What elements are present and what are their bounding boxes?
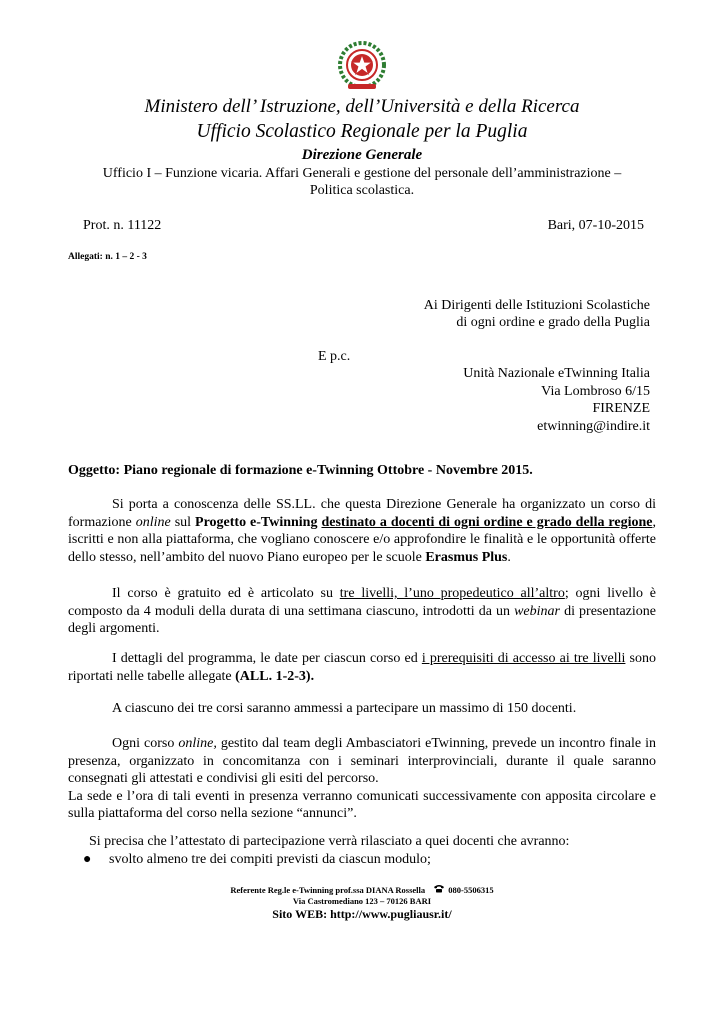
cc-line: Via Lombroso 6/15 bbox=[541, 383, 650, 399]
cc-line: Unità Nazionale eTwinning Italia bbox=[463, 366, 650, 381]
italian-republic-emblem-icon bbox=[336, 40, 388, 92]
ministry-title: Ministero dell’ Istruzione, dell’Università e della Ricerca bbox=[144, 96, 580, 117]
cc-email-link[interactable]: etwinning@indire.it bbox=[537, 418, 650, 434]
paragraph-1: Si porta a conoscenza delle SS.LL. che questa Direzione Generale ha organizzato un corso di formazione online sul Progetto e-Twinning destinato a docenti di ogni ordine e grado della regione, iscritti e non alla piattaforma, che vogliano conoscere e/o approfondire le finalità e le opportunità offerte dello stesso, nell’ambito del nuovo Piano europeo per le scuole Erasmus Plus. bbox=[68, 497, 657, 565]
department-line: Ufficio I – Funzione vicaria. Affari Generali e gestione del personale dell’amministrazione – Politica scolastica. bbox=[102, 166, 622, 198]
cc-recipients-block bbox=[463, 365, 650, 435]
recipient-line: di ogni ordine e grado della Puglia bbox=[456, 315, 650, 330]
paragraph-2: Il corso è gratuito ed è articolato su tre livelli, l’uno propedeutico all’altro; ogni livello è composto da 4 moduli della durata di una settimana ciascuno, introdotti da un webinar di presentazione degli argomenti. bbox=[68, 586, 657, 636]
footer-website-link[interactable]: Sito WEB: http://www.pugliausr.it/ bbox=[272, 907, 452, 921]
recipients-block bbox=[424, 297, 650, 331]
bullet-icon: ● bbox=[83, 852, 92, 867]
cc-line: FIRENZE bbox=[592, 401, 650, 416]
attachments-label: Allegati: n. 1 – 2 - 3 bbox=[68, 252, 147, 262]
epc-label: E p.c. bbox=[318, 349, 351, 364]
paragraph-3: I dettagli del programma, le date per ciascun corso ed i prerequisiti di accesso ai tre livelli sono riportati nelle tabelle allegate (ALL. 1-2-3). bbox=[68, 651, 656, 684]
telephone-icon bbox=[433, 884, 445, 893]
footer-address: Via Castromediano 123 – 70126 BARI bbox=[292, 896, 432, 906]
paragraph-6: Si precisa che l’attestato di partecipazione verrà rilasciato a quei docenti che avranno: bbox=[89, 834, 570, 849]
place-date: Bari, 07-10-2015 bbox=[547, 218, 644, 233]
recipient-line: Ai Dirigenti delle Istituzioni Scolastiche bbox=[423, 298, 650, 313]
footer-referent: Referente Reg.le e-Twinning prof.ssa DIANA Rossella 080-5506315 bbox=[230, 885, 494, 895]
direction-title: Direzione Generale bbox=[301, 147, 423, 163]
paragraph-4: A ciascuno dei tre corsi saranno ammessi a partecipare un massimo di 150 docenti. bbox=[112, 701, 577, 716]
list-item: ● svolto almeno tre dei compiti previsti da ciascun modulo; bbox=[83, 852, 431, 867]
office-title: Ufficio Scolastico Regionale per la Puglia bbox=[196, 121, 528, 142]
subject-line: Oggetto: Piano regionale di formazione e-Twinning Ottobre - Novembre 2015. bbox=[68, 463, 533, 478]
paragraph-5: Ogni corso online, gestito dal team degli Ambasciatori eTwinning, prevede un incontro finale in presenza, organizzato in concomitanza con i seminari interprovinciali, durante il quale saranno consegnati gli attestati e condivisi gli esiti del percorso. La sede e l’ora di tali eventi in presenza verranno comunicati successivamente con apposita circolare e sulla piattaforma del corso nella sezione “annunci”. bbox=[68, 736, 656, 821]
protocol-number: Prot. n. 11122 bbox=[83, 218, 162, 233]
